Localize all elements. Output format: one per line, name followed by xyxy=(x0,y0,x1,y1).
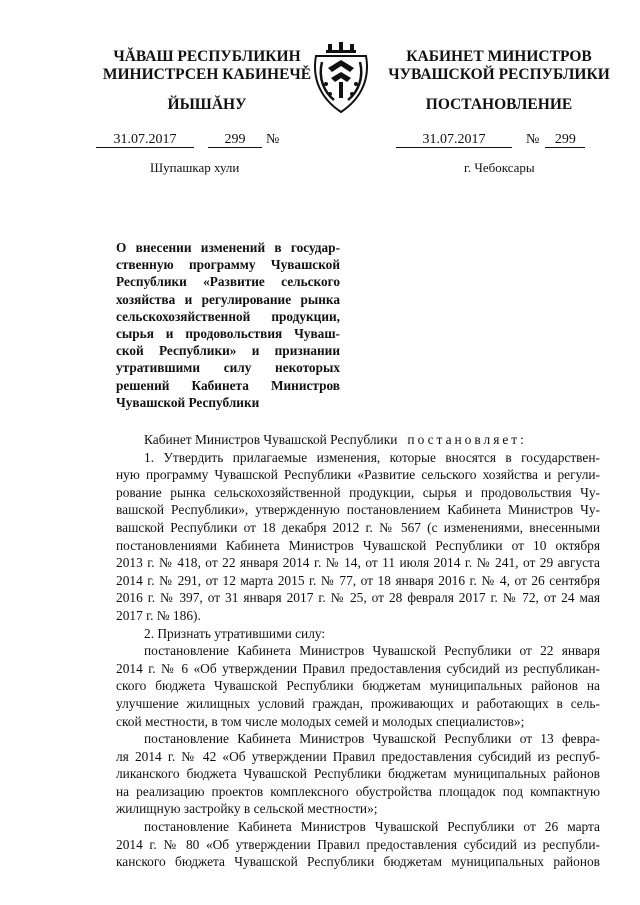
number-russian: 299 xyxy=(545,133,585,148)
title-line: ской Республики» и признании xyxy=(116,343,340,359)
paragraph-5-line: постановление Кабинета Министров Чувашской Республики от 26 марта xyxy=(144,819,600,835)
date-chuvash: 31.07.2017 xyxy=(96,133,194,148)
resolves-word: постановляет: xyxy=(407,432,527,447)
title-line: Чувашской Республики xyxy=(116,394,260,410)
chuvash-coat-of-arms-icon xyxy=(306,38,376,118)
paragraph-4-line: жилищную застройку в сельской местности»; xyxy=(116,801,378,817)
paragraph-1-line: 1. Утвердить прилагаемые изменения, которые вносятся в государствен- xyxy=(144,449,600,465)
title-line: сельскохозяйственной продукции, xyxy=(116,308,340,324)
paragraph-2: 2. Признать утратившими силу: xyxy=(144,625,326,641)
paragraph-1-line: 2017 г. № 186). xyxy=(116,607,201,623)
number-sign-russian: № xyxy=(526,132,540,147)
org-name-chuvash xyxy=(92,48,322,84)
paragraph-4-line: постановление Кабинета Министров Чувашской Республики от 13 февра- xyxy=(144,731,600,747)
date-number-chuvash xyxy=(96,132,279,148)
title-line: Республики «Развитие сельского xyxy=(116,274,340,290)
paragraph-1-line: постановлениями Кабинета Министров Чувашской Республики от 10 октября xyxy=(116,537,600,553)
paragraph-3-line: ского бюджета Чувашской Республики бюджетам муниципальных районов на xyxy=(116,678,600,694)
resolution-intro-text: Кабинет Министров Чувашской Республики xyxy=(144,432,398,447)
title-line: утратившими силу некоторых xyxy=(116,360,340,376)
date-russian: 31.07.2017 xyxy=(396,133,512,148)
org-name-chuvash-line-2: МИНИСТРСЕН КАБИНЕЧĚ xyxy=(102,66,312,83)
paragraph-4-line: ля 2014 г. № 42 «Об утверждении Правил предоставления субсидий из респуб- xyxy=(116,748,600,764)
document-body xyxy=(116,431,600,871)
paragraph-5-line: канского бюджета Чувашской Республики бюджетам муниципальных районов xyxy=(116,854,600,870)
paragraph-3-line: постановление Кабинета Министров Чувашской Республики от 22 января xyxy=(144,643,600,659)
doc-type-chuvash: ЙЫШĂНУ xyxy=(167,96,247,113)
org-name-russian xyxy=(388,48,610,84)
resolution-intro xyxy=(116,431,600,449)
city-russian: г. Чебоксары xyxy=(464,160,535,175)
number-sign-chuvash: № xyxy=(266,132,280,147)
paragraph-1-line: вашской Республики», утвержденную постановлением Кабинета Министров Чу- xyxy=(116,502,600,518)
paragraph-4-line: ликанского бюджета Чувашской Республики бюджетам муниципальных районов xyxy=(116,766,600,782)
org-name-chuvash-line-1: ЧĂВАШ РЕСПУБЛИКИН xyxy=(113,48,301,65)
paragraph-1-line: 2013 г. № 418, от 22 января 2014 г. № 14, от 11 июля 2014 г. № 241, от 29 августа xyxy=(116,555,600,571)
title-line: хозяйства и регулирование рынка xyxy=(116,291,340,307)
paragraph-5-line: 2014 г. № 80 «Об утверждении Правил предоставления субсидий из республи- xyxy=(116,836,600,852)
paragraph-4-line: на реализацию проектов комплексного обустройства площадок под компактную xyxy=(116,783,600,799)
city-chuvash: Шупашкар хули xyxy=(150,160,240,175)
title-line: сырья и продовольствия Чуваш- xyxy=(116,326,340,342)
org-name-russian-line-2: ЧУВАШСКОЙ РЕСПУБЛИКИ xyxy=(388,66,610,83)
date-number-russian xyxy=(396,132,585,148)
paragraph-1-line: ную программу Чувашской Республики «Развитие сельского хозяйства и регули- xyxy=(116,467,600,483)
paragraph-1-line: вашской Республики от 18 декабря 2012 г. № 567 (с изменениями, внесенными xyxy=(116,519,600,535)
title-line: ственную программу Чувашской xyxy=(116,257,340,273)
paragraph-3-line: ской местности, в том числе молодых семей и молодых специалистов»; xyxy=(116,713,525,729)
paragraph-3-line: 2014 г. № 6 «Об утверждении Правил предоставления субсидий из республикан- xyxy=(116,660,600,676)
paragraph-1-line: 2014 г. № 291, от 12 марта 2015 г. № 77, от 18 января 2016 г. № 4, от 26 сентября xyxy=(116,572,600,588)
doc-type-russian: ПОСТАНОВЛЕНИЕ xyxy=(425,96,573,113)
paragraph-3-line: улучшение жилищных условий граждан, проживающих и работающих в сель- xyxy=(116,695,600,711)
paragraph-1-line: 2016 г. № 397, от 31 января 2017 г. № 25, от 28 февраля 2017 г. № 72, от 24 мая xyxy=(116,590,600,606)
paragraph-1-line: рование рынка сельскохозяйственной продукции, сырья и продовольствия Чу- xyxy=(116,484,600,500)
document-title xyxy=(116,239,340,411)
title-line: решений Кабинета Министров xyxy=(116,377,340,393)
org-name-russian-line-1: КАБИНЕТ МИНИСТРОВ xyxy=(406,48,592,65)
title-line: О внесении изменений в государ- xyxy=(116,240,340,255)
number-chuvash: 299 xyxy=(208,133,262,148)
